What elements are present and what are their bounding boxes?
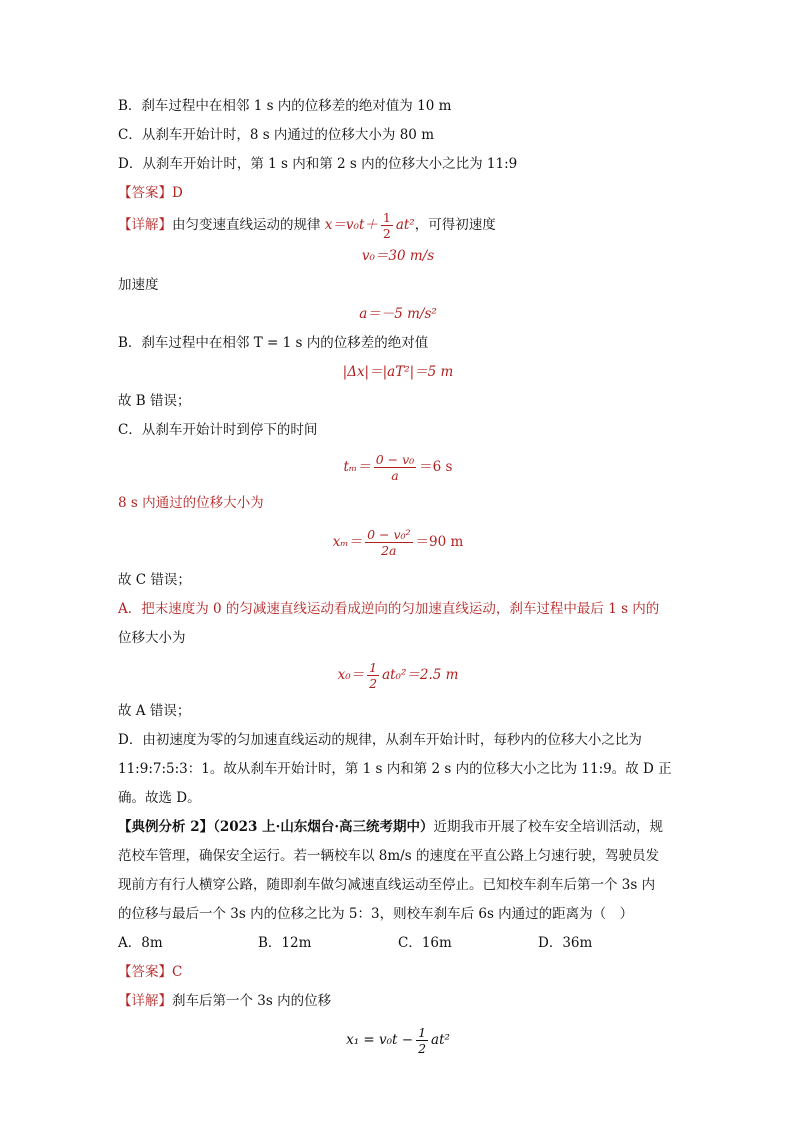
detail-text: 由匀变速直线运动的规律	[172, 217, 325, 233]
d-check-3: 确。故选 D。	[118, 790, 201, 806]
choice-b: B．12m	[258, 935, 312, 951]
tm-formula: tₘ＝ $\frac{\text{0 − v₀}}{a}$ ＝6 s	[343, 452, 453, 483]
detail-2-label: 【详解】	[118, 993, 172, 1009]
example-2-line-4: 的位移与最后一个 3s 内的位移之比为 5：3，则校车刹车后 6s 内通过的距离为（ ）	[118, 906, 634, 922]
b-check: B．刹车过程中在相邻 T = 1 s 内的位移差的绝对值	[118, 335, 429, 351]
xm-formula: xₘ＝ $\frac{\text{0 − v₀²}}{2a}$ ＝90 m	[332, 527, 464, 558]
c-displacement: 8 s 内通过的位移大小为	[118, 495, 264, 511]
answer-1: 【答案】D	[118, 185, 183, 201]
example-label: 【典例分析 2】	[118, 819, 214, 835]
tm-fraction: $\frac{\text{0 − v₀}}{a}$	[375, 452, 415, 483]
a-check-1: A．把末速度为 0 的匀减速直线运动看成逆向的匀加速直线运动，刹车过程中最后 1 s 内的	[118, 601, 660, 617]
v0-formula: v₀＝30 m/s	[361, 248, 435, 264]
detail-label: 【详解】	[118, 217, 172, 233]
x1-fraction: $\frac{1}{2}$	[418, 1025, 427, 1056]
d-check-1: D．由初速度为零的匀加速直线运动的规律，从刹车开始计时，每秒内的位移大小之比为	[118, 732, 642, 748]
a-wrong: 故 A 错误；	[118, 703, 191, 719]
solution-content	[118, 92, 678, 1064]
option-c: C．从刹车开始计时，8 s 内通过的位移大小为 80 m	[118, 127, 434, 143]
choice-c: C．16m	[398, 935, 452, 951]
c-wrong: 故 C 错误；	[118, 572, 191, 588]
a-formula: a＝－5 m/s²	[359, 306, 437, 322]
x1-formula: x₁ = v₀t − $\frac{1}{2}$ at²	[346, 1025, 450, 1056]
example-source: （2023 上·山东烟台·高三统考期中）	[213, 819, 434, 835]
a-check-2: 位移大小为	[118, 630, 186, 646]
choice-d: D．36m	[538, 935, 593, 951]
answer-2: 【答案】C	[118, 964, 183, 980]
detail-text-b: ，可得初速度	[414, 217, 496, 233]
detail-2	[118, 987, 678, 1016]
detail-1	[118, 208, 678, 242]
d-check-2: 11:9:7:5:3：1。故从刹车开始计时，第 1 s 内和第 2 s 内的位移大小之比为 11:9。故 D 正	[118, 761, 672, 777]
dx-formula: |Δx|＝|aT²|＝5 m	[342, 364, 454, 380]
example-2-line-3: 现前方有行人横穿公路，随即刹车做匀减速直线运动至停止。已知校车刹车后第一个 3s 内	[118, 877, 656, 893]
example-2-line-2: 范校车管理，确保安全运行。若一辆校车以 8m/s 的速度在平直公路上匀速行驶，驾驶员发	[118, 848, 659, 864]
c-check: C．从刹车开始计时到停下的时间	[118, 422, 318, 438]
formula-x: x＝v₀t＋	[324, 217, 378, 233]
x0-fraction: $\frac{1}{2}$	[369, 660, 378, 691]
choice-row	[118, 929, 678, 958]
xm-fraction: $\frac{\text{0 − v₀²}}{2a}$	[367, 527, 411, 558]
example-text: 近期我市开展了校车安全培训活动，规	[433, 819, 664, 835]
example-2-line-1	[118, 813, 678, 842]
option-d: D．从刹车开始计时，第 1 s 内和第 2 s 内的位移大小之比为 11:9	[118, 156, 518, 172]
choice-a: A．8m	[118, 935, 163, 951]
fraction-half: $\frac{1}{2}$	[382, 210, 391, 241]
x0-formula: x₀＝ $\frac{1}{2}$ at₀²＝2.5 m	[337, 660, 459, 691]
option-b: B．刹车过程中在相邻 1 s 内的位移差的绝对值为 10 m	[118, 98, 452, 114]
b-wrong: 故 B 错误；	[118, 393, 191, 409]
detail-2-text: 刹车后第一个 3s 内的位移	[172, 993, 332, 1009]
formula-tail: at²	[395, 217, 415, 233]
accel-label: 加速度	[118, 277, 159, 293]
